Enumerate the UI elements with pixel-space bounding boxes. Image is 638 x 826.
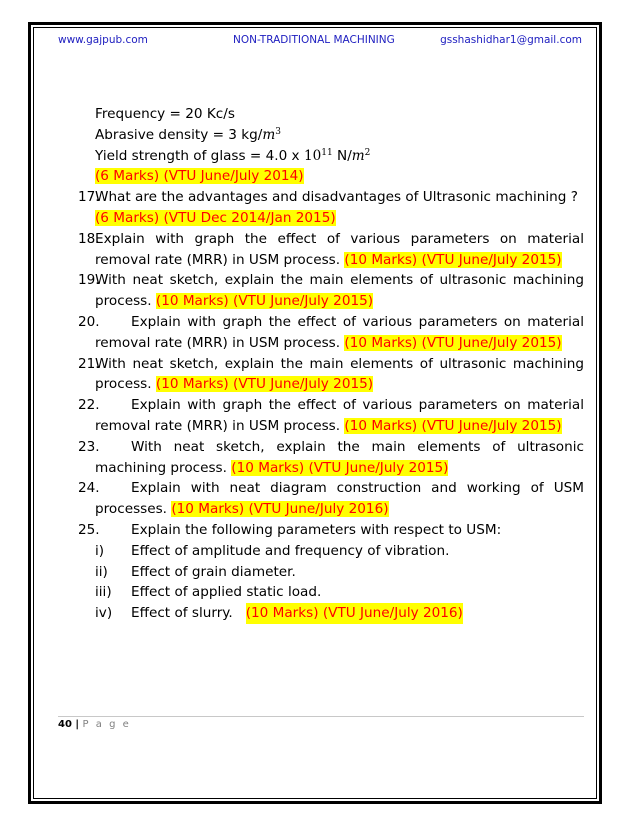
page-header xyxy=(58,34,582,50)
word: With xyxy=(131,438,162,455)
word: elements xyxy=(417,438,481,455)
question-23-line2: machining process. (10 Marks) (VTU June/July 2015) xyxy=(95,459,449,476)
given-yield-strength: Yield strength of glass = 4.0 x $10^{11}$ $N/m^2$ xyxy=(95,147,371,164)
question-21-line1 xyxy=(95,354,584,375)
header-title: NON-TRADITIONAL MACHINING xyxy=(233,34,395,46)
question-18-line1 xyxy=(95,229,584,250)
page-footer xyxy=(58,719,131,730)
word: the xyxy=(268,397,292,414)
word: of xyxy=(530,480,544,497)
word: ultrasonic xyxy=(439,272,507,289)
word: diagram xyxy=(270,480,327,497)
question-18: 18. Explain with graph the effect of various parameters on material xyxy=(78,229,584,250)
word: working xyxy=(466,480,521,497)
word: Explain xyxy=(131,480,181,497)
footer-separator: | xyxy=(71,719,83,730)
word: various xyxy=(362,313,413,330)
question-19: 19. With neat sketch, explain the main elements of ultrasonic machining xyxy=(78,270,584,291)
word: main xyxy=(309,272,344,289)
question-22: 22. Explain with graph the effect of various parameters on material xyxy=(78,395,584,416)
question-22-line1 xyxy=(131,395,584,416)
header-email: gsshashidhar1@gmail.com xyxy=(440,34,582,46)
word: effect xyxy=(277,230,317,247)
word: the xyxy=(280,355,303,372)
word: of xyxy=(419,272,433,289)
marks-badge: (10 Marks) (VTU June/July 2015) xyxy=(155,293,374,310)
word: graph xyxy=(194,230,235,247)
word: explain xyxy=(224,272,275,289)
marks-badge: (10 Marks) (VTU June/July 2016) xyxy=(246,603,463,624)
word: the xyxy=(268,313,292,330)
word: With xyxy=(95,355,126,372)
word: explain xyxy=(276,438,326,455)
word: parameters xyxy=(418,313,498,330)
marks-badge: (6 Marks) (VTU Dec 2014/Jan 2015) xyxy=(95,209,336,226)
question-19-line2: process. (10 Marks) (VTU June/July 2015) xyxy=(95,293,374,310)
word: material xyxy=(527,230,584,247)
word: parameters xyxy=(410,230,490,247)
word: and xyxy=(431,480,457,497)
sub-item: ii) Effect of grain diameter. xyxy=(95,563,296,580)
word: graph xyxy=(222,397,263,414)
marks-badge: (10 Marks) (VTU June/July 2015) xyxy=(155,376,374,393)
word: Explain xyxy=(131,313,181,330)
word: machining xyxy=(512,355,584,372)
question-20-line1 xyxy=(131,312,584,333)
footer-divider xyxy=(58,716,584,717)
word: various xyxy=(350,230,401,247)
word: With xyxy=(95,272,126,289)
word: on xyxy=(503,397,521,414)
word: effect xyxy=(297,313,337,330)
marks-badge: (10 Marks) (VTU June/July 2015) xyxy=(344,417,562,434)
word: of xyxy=(326,230,340,247)
question-19-line1 xyxy=(95,270,584,291)
word: the xyxy=(244,230,268,247)
word: various xyxy=(362,397,413,414)
sub-item: iii) Effect of applied static load. xyxy=(95,584,322,601)
word: explain xyxy=(224,355,275,372)
page-number: 40 xyxy=(58,719,72,730)
word: elements xyxy=(350,355,414,372)
given-density: Abrasive density = 3 $kg/m^3$ xyxy=(95,126,281,143)
given-frequency: Frequency = 20 Kc/s xyxy=(95,106,235,122)
word: ultrasonic xyxy=(517,438,584,455)
question-20: 20. Explain with graph the effect of various parameters on material xyxy=(78,312,584,333)
question-24-line2: processes. (10 Marks) (VTU June/July 2016) xyxy=(95,501,389,518)
word: with xyxy=(155,230,185,247)
question-18-line2: removal rate (MRR) in USM process. (10 Marks) (VTU June/July 2015) xyxy=(95,251,562,268)
question-21-line2: process. (10 Marks) (VTU June/July 2015) xyxy=(95,376,374,393)
given-marks xyxy=(78,166,584,187)
word: neat xyxy=(173,438,205,455)
question-17-marks xyxy=(78,208,584,229)
word: material xyxy=(527,313,584,330)
word: effect xyxy=(297,397,337,414)
question-25: 25. Explain the following parameters with respect to USM: xyxy=(78,521,502,538)
word: ultrasonic xyxy=(439,355,507,372)
word: material xyxy=(527,397,584,414)
word: main xyxy=(371,438,406,455)
word: with xyxy=(187,313,217,330)
marks-badge: (10 Marks) (VTU June/July 2015) xyxy=(231,459,449,476)
page-label: P a g e xyxy=(82,719,131,730)
word: with xyxy=(190,480,220,497)
question-23: 23. With neat sketch, explain the main elements of ultrasonic xyxy=(78,437,584,458)
question-20-line2: removal rate (MRR) in USM process. (10 Marks) (VTU June/July 2015) xyxy=(95,334,562,351)
word: of xyxy=(342,313,356,330)
marks-badge: (6 Marks) (VTU June/July 2014) xyxy=(95,168,304,185)
word: machining xyxy=(512,272,584,289)
word: of xyxy=(419,355,433,372)
word: graph xyxy=(222,313,263,330)
question-24: 24. Explain with neat diagram construction and working of USM xyxy=(78,478,584,499)
page-content xyxy=(78,104,584,624)
word: on xyxy=(503,313,521,330)
sub-item: iv) Effect of slurry. (10 Marks) (VTU June/July 2016) xyxy=(78,603,584,624)
marks-badge: (10 Marks) (VTU June/July 2015) xyxy=(344,334,562,351)
word: neat xyxy=(229,480,261,497)
sub-item: i) Effect of amplitude and frequency of vibration. xyxy=(95,542,450,559)
marks-badge: (10 Marks) (VTU June/July 2015) xyxy=(344,251,562,268)
word: sketch, xyxy=(216,438,265,455)
word: Explain xyxy=(95,230,145,247)
marks-badge: (10 Marks) (VTU June/July 2016) xyxy=(171,501,389,518)
question-17: 17.What are the advantages and disadvantages of Ultrasonic machining ? xyxy=(78,189,578,206)
word: on xyxy=(499,230,517,247)
question-22-line2: removal rate (MRR) in USM process. (10 Marks) (VTU June/July 2015) xyxy=(95,417,562,434)
word: neat xyxy=(132,272,164,289)
word: sketch, xyxy=(169,272,219,289)
header-website: www.gajpub.com xyxy=(58,34,148,46)
word: parameters xyxy=(418,397,498,414)
word: sketch, xyxy=(169,355,219,372)
word: of xyxy=(342,397,356,414)
word: the xyxy=(280,272,303,289)
word: with xyxy=(187,397,217,414)
word: main xyxy=(309,355,344,372)
word: Explain xyxy=(131,397,181,414)
word: neat xyxy=(132,355,164,372)
word: elements xyxy=(350,272,414,289)
word: the xyxy=(337,438,360,455)
word: USM xyxy=(553,480,584,497)
question-23-line1 xyxy=(131,437,584,458)
word: construction xyxy=(336,480,422,497)
question-21: 21. With neat sketch, explain the main elements of ultrasonic machining xyxy=(78,354,584,375)
question-24-line1 xyxy=(131,478,584,499)
word: of xyxy=(492,438,506,455)
